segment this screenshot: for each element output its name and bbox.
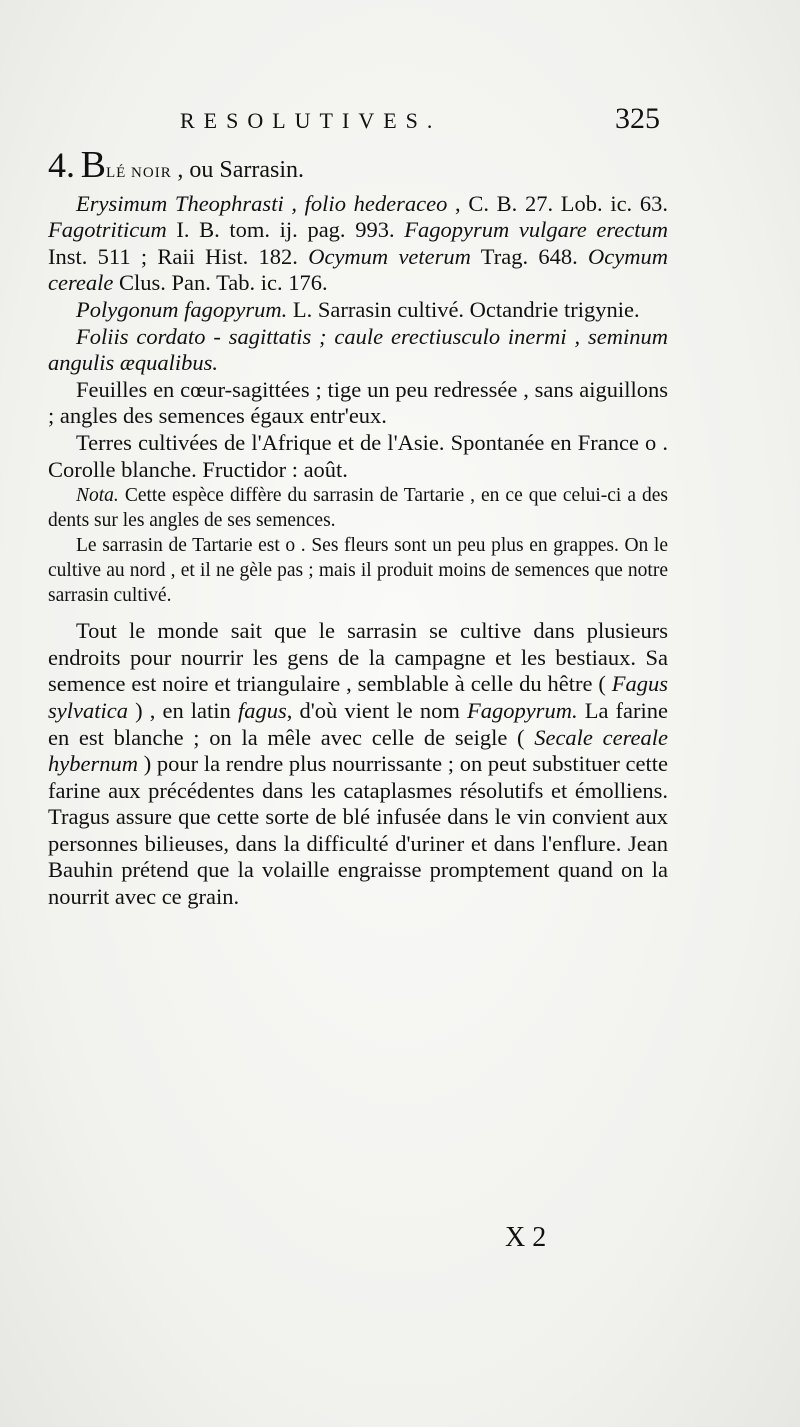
synonyms-paragraph bbox=[48, 191, 668, 297]
page-header bbox=[180, 102, 660, 144]
main-text: Tout le monde sait que le sarrasin se cultive dans plusieurs endroits pour nourrir les gens de la campagne et les bestiaux. Sa semence est noire et triangulaire , semblable à celle du hêtre ( bbox=[48, 618, 668, 697]
synonym-name: Erysimum Theophrasti , folio hederaceo bbox=[76, 190, 448, 216]
nota-paragraph bbox=[48, 483, 668, 533]
synonym-name: Fagopyrum vulgare erectum bbox=[404, 217, 669, 243]
title-initial: B bbox=[80, 144, 106, 186]
fagus-sylvatica-name: Fagus sylvatica bbox=[48, 671, 668, 723]
synonym-reference: , C. B. 27. Lob. ic. 63. bbox=[455, 190, 668, 216]
synonym-reference: Inst. 511 ; Raii Hist. 182. bbox=[48, 243, 298, 269]
main-text: , d'où vient le nom bbox=[286, 697, 460, 723]
main-text: ) pour la rendre plus nourrissante ; on peut substituer cette farine aux précédentes dans les cataplasmes résolutifs et émolliens. Tragus assure que cette sorte de blé infusée dans le vin convient aux personnes bilieuses, dans la difficulté d'uriner et dans l'enflure. Jean Bauhin prétend que la volaille engraisse promptement quand on la nourrit avec ce grain. bbox=[48, 751, 669, 910]
secale-name: Secale cereale hybernum bbox=[48, 724, 668, 777]
synonym-reference: Clus. Pan. Tab. ic. 176. bbox=[119, 270, 328, 296]
paragraph-gap bbox=[48, 608, 668, 618]
synonym-name: Ocymum cereale bbox=[48, 243, 669, 296]
signature-mark: X 2 bbox=[505, 1222, 547, 1253]
running-head: RESOLUTIVES. bbox=[180, 108, 442, 133]
title-rest: , ou Sarrasin. bbox=[177, 157, 305, 183]
title-smallcaps: LÉ NOIR bbox=[105, 165, 172, 181]
linnaeus-paragraph bbox=[48, 297, 668, 324]
page-number: 325 bbox=[615, 102, 660, 135]
french-description: Feuilles en cœur-sagittées ; tige un peu redressée , sans aiguillons ; angles des semences égaux entr'eux. bbox=[48, 376, 668, 429]
latin-diagnosis: Foliis cordato - sagittatis ; caule erectiusculo inermi , seminum angulis æqualibus. bbox=[48, 323, 668, 376]
habitat-paragraph: Terres cultivées de l'Afrique et de l'Asie. Spontanée en France o . Corolle blanche. Fructidor : août. bbox=[48, 429, 668, 482]
entry-title bbox=[48, 144, 668, 187]
synonym-reference: I. B. tom. ij. pag. 993. bbox=[176, 217, 395, 243]
page-body bbox=[48, 144, 669, 911]
synonym-name: Ocymum veterum bbox=[308, 243, 471, 269]
tartarie-paragraph: Le sarrasin de Tartarie est o . Ses fleurs sont un peu plus en grappes. On le cultive au nord , et il ne gèle pas ; mais il produit moins de semences que notre sarrasin cultivé. bbox=[48, 535, 668, 607]
fagopyrum-name: Fagopyrum. bbox=[466, 697, 578, 723]
nota-text: Cette espèce diffère du sarrasin de Tartarie , en ce que celui-ci a des dents sur les angles de ses semences. bbox=[48, 485, 669, 532]
linnaean-name: Polygonum fagopyrum. bbox=[76, 296, 288, 322]
synonym-name: Fagotriticum bbox=[48, 217, 167, 243]
nota-label: Nota. bbox=[76, 485, 119, 507]
synonym-reference: Trag. 648. bbox=[480, 243, 578, 269]
main-text: ) , en latin bbox=[135, 697, 231, 723]
fagus-name: fagus bbox=[237, 697, 287, 723]
main-text: La farine en est blanche ; on la mêle avec celle de seigle ( bbox=[48, 697, 669, 750]
linnaean-classification: L. Sarrasin cultivé. Octandrie trigynie. bbox=[292, 296, 640, 322]
entry-number: 4. bbox=[48, 145, 75, 185]
main-paragraph bbox=[48, 618, 668, 911]
